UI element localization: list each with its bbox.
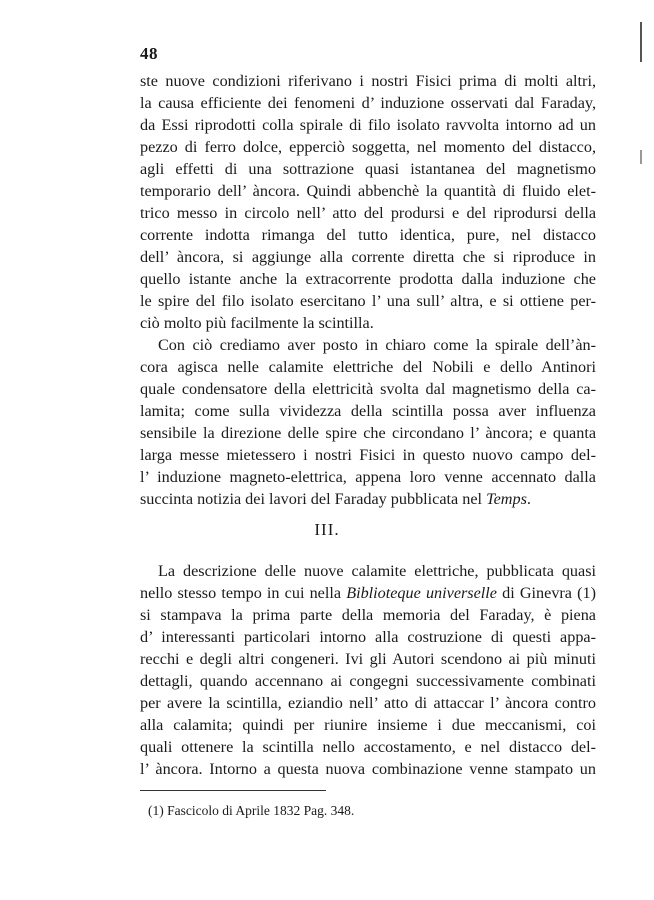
text-line: recchi e degli altri congeneri. Ivi gli Autori scendono ai più minuti (140, 650, 596, 668)
line-text: di Ginevra (1) (496, 584, 597, 602)
text-line: ciò molto più facilmente la scintilla. (140, 314, 374, 332)
text-line: cora agisca nelle calamite elettriche del Nobili e dello Antinori (140, 358, 596, 376)
scan-margin-mark (640, 22, 642, 62)
text-line: trico messo in circolo nell’ atto del prodursi e del riprodursi della (140, 204, 596, 222)
text-line: da Essi riprodotti colla spirale di filo isolato ravvolta intorno ad un (140, 116, 596, 134)
text-line: per avere la scintilla, eziandio nell’ atto di attaccar l’ àncora contro (140, 694, 596, 712)
scan-margin-mark (640, 150, 642, 164)
footnote-separator (140, 790, 326, 791)
text-line: quale condensatore della elettricità svolta dal magnetismo della ca- (140, 380, 596, 398)
text-line: corrente indotta rimanga del tutto identica, pure, nel distacco (140, 226, 596, 244)
italic-title: Temps (486, 490, 527, 508)
text-line: dell’ àncora, si aggiunge alla corrente diretta che si riproduce in (140, 248, 596, 266)
text-line: larga messe mietessero i nostri Fisici in questo nuovo campo del- (140, 446, 596, 464)
section-heading: III. (314, 520, 340, 539)
text-line (140, 488, 596, 510)
text-line: dettagli, quando accennano ai congegni successivamente combinati (140, 672, 596, 690)
line-text: succinta notizia dei lavori del Faraday pubblicata nel (140, 490, 487, 508)
text-line: ste nuove condizioni riferivano i nostri Fisici prima di molti altri, (140, 72, 596, 90)
text-line (140, 582, 596, 604)
footnote: (1) Fascicolo di Aprile 1832 Pag. 348. (148, 803, 355, 818)
text-line: quali ottenere la scintilla nello accostamento, e nel distacco del- (140, 738, 596, 756)
text-line: le spire del filo isolato esercitano l’ una sull’ altra, e si ottiene per- (140, 292, 596, 310)
italic-title: Biblioteque universelle (346, 584, 497, 602)
text-line: temporario dell’ àncora. Quindi abbenchè la quantità di fluido elet- (140, 182, 596, 200)
text-line: la causa efficiente dei fenomeni d’ induzione osservati dal Faraday, (140, 94, 596, 112)
text-line: l’ àncora. Intorno a questa nuova combinazione venne stampato un (140, 760, 596, 778)
line-text: . (526, 490, 531, 508)
text-line: l’ induzione magneto-elettrica, appena loro venne accennato dalla (140, 468, 596, 486)
text-line: pezzo di ferro dolce, epperciò soggetta, nel momento del distacco, (140, 138, 596, 156)
text-line: si stampava la prima parte della memoria del Faraday, è piena (140, 606, 596, 624)
line-text: nello stesso tempo in cui nella (140, 584, 347, 602)
text-line: La descrizione delle nuove calamite elettriche, pubblicata quasi (158, 562, 596, 580)
text-line: Con ciò crediamo aver posto in chiaro come la spirale dell’àn- (158, 336, 596, 354)
text-line: agli effetti di una sottrazione quasi istantanea del magnetismo (140, 160, 596, 178)
text-line: d’ interessanti particolari intorno alla costruzione di questi appa- (140, 628, 596, 646)
text-line: lamita; come sulla vividezza della scintilla possa aver influenza (140, 402, 596, 420)
text-line: quello istante anche la extracorrente prodotta dalla induzione che (140, 270, 596, 288)
page-number: 48 (140, 44, 158, 63)
text-line: sensibile la direzione delle spire che circondano l’ àncora; e quanta (140, 424, 596, 442)
text-line: alla calamita; quindi per riunire insieme i due meccanismi, coi (140, 716, 596, 734)
